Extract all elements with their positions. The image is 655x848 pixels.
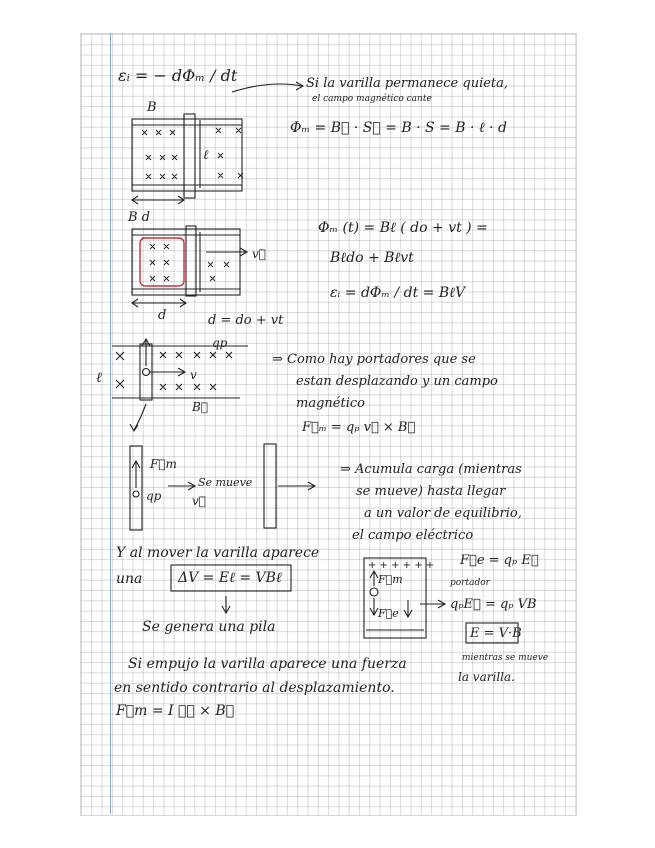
flux-time: Φₘ (t) = Bℓ ( do + vt ) = bbox=[318, 220, 488, 236]
rod-diagram-4 bbox=[130, 444, 315, 530]
label-b-3: B⃗ bbox=[192, 400, 209, 414]
lorentz-force: F⃗ₘ = qₚ v⃗ × B⃗ bbox=[302, 420, 416, 435]
fe-inside: F⃗e bbox=[378, 607, 399, 620]
yal-line-2: una bbox=[116, 571, 143, 587]
note-static-sub: el campo magnético cante bbox=[312, 94, 432, 104]
charge-diagram-5 bbox=[364, 558, 445, 638]
mientras-label: mientras se mueve bbox=[462, 653, 549, 663]
qp-label-2: qp bbox=[146, 489, 162, 503]
label-b-d: B d bbox=[128, 210, 151, 225]
charges-line-1: ⇒ Como hay portadores que se bbox=[272, 352, 476, 367]
la-varilla-label: la varilla. bbox=[458, 670, 515, 684]
note-static: Si la varilla permanece quieta, bbox=[306, 76, 509, 91]
current-loop-red bbox=[140, 238, 184, 286]
label-l-1: ℓ bbox=[203, 148, 209, 163]
field-box: E = V·B bbox=[470, 626, 522, 641]
label-b-1: B bbox=[147, 100, 157, 115]
voltage-box-frame bbox=[171, 565, 291, 591]
label-v-2: v bbox=[190, 368, 197, 382]
label-v-1: v⃗ bbox=[252, 247, 266, 261]
emf-definition: εᵢ = − dΦₘ / dt bbox=[118, 66, 238, 85]
accum-line-2: se mueve) hasta llegar bbox=[356, 484, 506, 499]
pila-text: Se genera una pila bbox=[142, 619, 276, 635]
flux-expand: Bℓdo + Bℓvt bbox=[330, 250, 414, 266]
label-d: d bbox=[158, 308, 167, 323]
v-label-3: v⃗ bbox=[192, 494, 206, 508]
pointer-arrow bbox=[232, 84, 302, 92]
label-l-2: ℓ bbox=[96, 370, 102, 386]
field-box-frame bbox=[466, 623, 518, 643]
circuit-diagram-1 bbox=[132, 114, 242, 204]
se-mueve: Se mueve bbox=[198, 476, 253, 489]
push-line-1: Si empujo la varilla aparece una fuerza bbox=[128, 656, 407, 672]
push-line-2: en sentido contrario al desplazamiento. bbox=[114, 680, 395, 696]
fm-inside: F⃗m bbox=[378, 573, 403, 586]
accum-line-3: a un valor de equilibrio, bbox=[364, 506, 522, 521]
field-crosses-2 bbox=[150, 244, 229, 281]
yal-line-1: Y al mover la varilla aparece bbox=[116, 545, 320, 561]
svg-text:+ + + + + +: + + + + + + bbox=[368, 560, 435, 571]
fm-final: F⃗m = I ℓ⃗ × B⃗ bbox=[116, 703, 235, 719]
label-qp-1: qp bbox=[212, 336, 228, 350]
field-crosses-1 bbox=[142, 128, 243, 179]
fm-label: F⃗m bbox=[150, 457, 177, 471]
voltage-box: ΔV = Eℓ = VBℓ bbox=[178, 570, 282, 586]
accum-line-1: ⇒ Acumula carga (mientras bbox=[340, 462, 522, 477]
rod-diagram-3 bbox=[112, 339, 248, 431]
emf-result: εᵢ = dΦₘ / dt = BℓV bbox=[330, 285, 466, 301]
charges-line-2: estan desplazando y un campo bbox=[296, 374, 498, 389]
fe-eq-2: qₚE⃗ = qₚ VB bbox=[450, 597, 537, 612]
fe-eq-1: F⃗e = qₚ E⃗ bbox=[460, 553, 539, 568]
flux-static: Φₘ = B⃗ · S⃗ = B · S = B · ℓ · d bbox=[290, 120, 507, 136]
charges-line-3: magnético bbox=[296, 396, 365, 411]
label-d-eq: d = do + vt bbox=[208, 313, 284, 328]
accum-line-4: el campo eléctrico bbox=[352, 528, 474, 543]
portador-label: portador bbox=[450, 578, 490, 588]
